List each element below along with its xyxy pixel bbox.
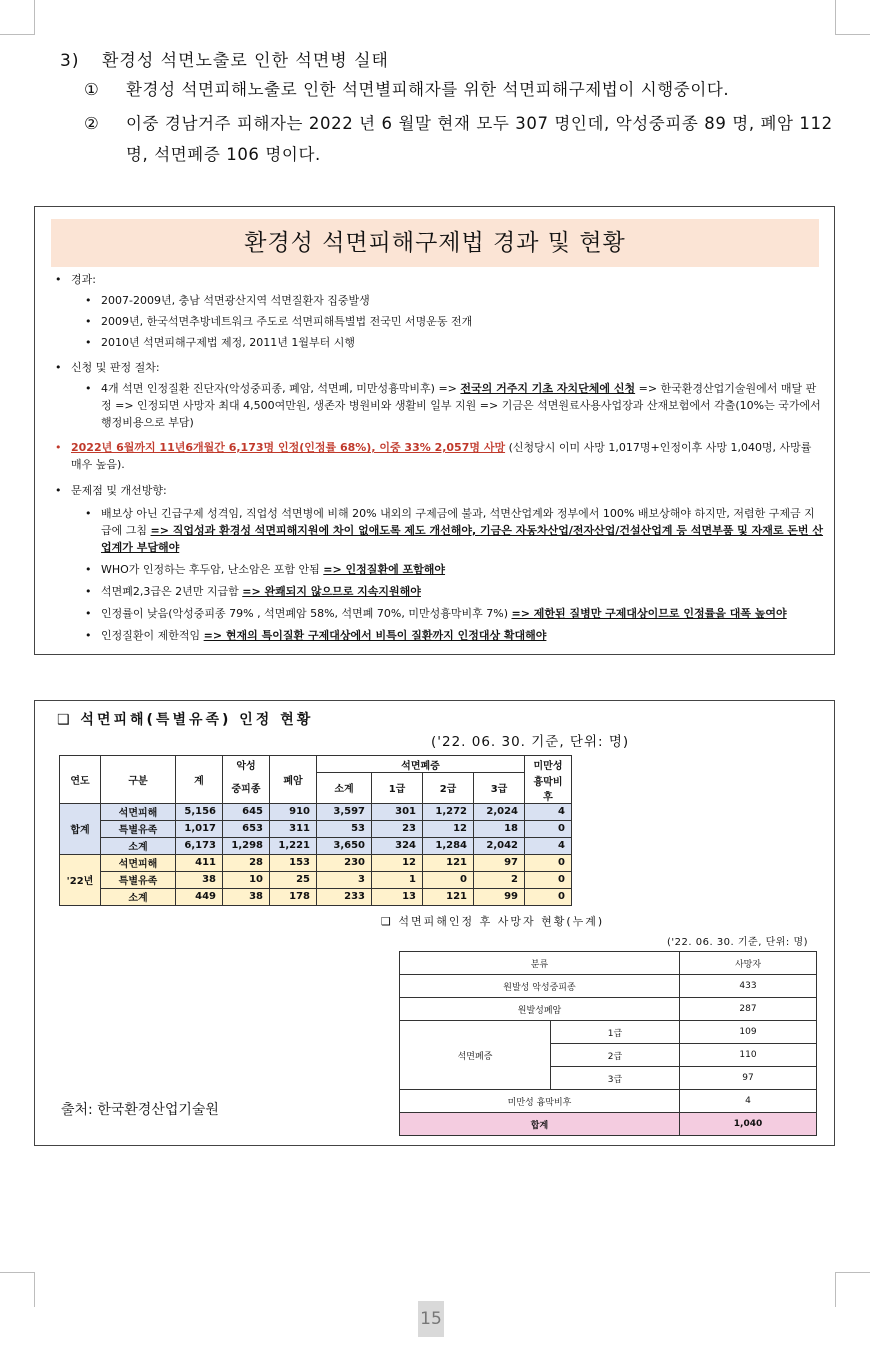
table-row bbox=[60, 803, 572, 820]
row-value: 13 bbox=[372, 888, 423, 905]
row-label: 석면피해 bbox=[101, 854, 176, 871]
issue-item bbox=[55, 505, 825, 556]
th-category: 구분 bbox=[101, 756, 176, 804]
table-row bbox=[60, 820, 572, 837]
row-value: 110 bbox=[680, 1044, 817, 1067]
row-value: 3 bbox=[317, 871, 372, 888]
th-grade1: 1급 bbox=[372, 773, 423, 804]
row-value: 653 bbox=[223, 820, 270, 837]
row-value: 121 bbox=[423, 854, 474, 871]
row-value: 38 bbox=[223, 888, 270, 905]
issue-item bbox=[55, 605, 825, 622]
row-value: 18 bbox=[474, 820, 525, 837]
issue-text: 인정률이 낮음(악성중피종 79% , 석면폐암 58%, 석면폐 70%, 미만성흉막비후 7%) bbox=[101, 607, 512, 620]
procedure-part: 4개 석면 인정질환 진단자(악성중피종, 폐암, 석면폐, 미만성흉막비후) => bbox=[101, 382, 461, 395]
table2-title: ❑ 석면피해인정 후 사망자 현황(누계) bbox=[381, 915, 605, 928]
issue-text: 인정질환이 제한적임 bbox=[101, 629, 204, 642]
history-item: • 2007-2009년, 충남 석면광산지역 석면질환자 집중발생 bbox=[55, 292, 825, 309]
th-deaths: 사망자 bbox=[680, 952, 817, 975]
procedure-emphasis: 전국의 거주지 기초 자치단체에 신청 bbox=[460, 382, 636, 395]
summary-box bbox=[34, 206, 835, 655]
th-subtotal: 소계 bbox=[317, 773, 372, 804]
crop-mark-bottom-right bbox=[835, 1272, 870, 1307]
table1-note: ('22. 06. 30. 기준, 단위: 명) bbox=[431, 734, 630, 750]
summary-title: 환경성 석면피해구제법 경과 및 현황 bbox=[51, 219, 819, 267]
row-value: 0 bbox=[525, 854, 572, 871]
th-grade3: 3급 bbox=[474, 773, 525, 804]
row-label: 석면피해 bbox=[101, 803, 176, 820]
row-label: 석면폐증 bbox=[400, 1021, 551, 1090]
th-asbestosis: 석면폐증 bbox=[317, 756, 525, 773]
issue-text: 배보상 아닌 긴급구제 성격임, 직업성 석면병에 비해 20% 내외의 구제금에 불과, 석면산업계와 정부에서 100% 배보상해야 하지만, 저렴한 구제금 지급에 그침 bbox=[101, 507, 815, 537]
th-meso-top: 악성 bbox=[223, 756, 270, 773]
deaths-table bbox=[399, 951, 817, 1136]
row-value: 12 bbox=[372, 854, 423, 871]
row-value: 109 bbox=[680, 1021, 817, 1044]
row-label: 소계 bbox=[101, 888, 176, 905]
item-mark: ① bbox=[84, 80, 100, 99]
row-value: 910 bbox=[270, 803, 317, 820]
table-row bbox=[60, 854, 572, 871]
row-value: 230 bbox=[317, 854, 372, 871]
row-value: 0 bbox=[525, 871, 572, 888]
section-item-2 bbox=[84, 108, 840, 170]
row-label: 소계 bbox=[101, 837, 176, 854]
row-value: 1 bbox=[372, 871, 423, 888]
issue-text: 석면폐2,3급은 2년만 지급함 bbox=[101, 585, 243, 598]
recognition-table bbox=[59, 755, 572, 906]
row-value: 53 bbox=[317, 820, 372, 837]
procedure-part: => 한국환경산업기술원에서 매달 판정 => 인정되면 사망자 최대 4,500여만원, 생존자 병원비와 생활비 일부 지원 => 기금은 석면원료사용사업장과 산재보험에서 각출(10%는 국가에서 행정비용으로 부담) bbox=[101, 382, 821, 429]
th-lung: 폐암 bbox=[270, 756, 317, 804]
item-text: 이중 경남거주 피해자는 2022 년 6 월말 현재 모두 307 명인데, 악성중피종 89 명, 폐암 112 명, 석면폐증 106 명이다. bbox=[126, 114, 833, 164]
row-value: 0 bbox=[525, 820, 572, 837]
row-value: 645 bbox=[223, 803, 270, 820]
row-value: 97 bbox=[680, 1067, 817, 1090]
row-sublabel: 2급 bbox=[551, 1044, 680, 1067]
row-value: 121 bbox=[423, 888, 474, 905]
row-label: 원발성폐암 bbox=[400, 998, 680, 1021]
row-value: 178 bbox=[270, 888, 317, 905]
row-value: 233 bbox=[317, 888, 372, 905]
table-row bbox=[60, 871, 572, 888]
table-row bbox=[60, 888, 572, 905]
row-value: 5,156 bbox=[176, 803, 223, 820]
history-item: • 2009년, 한국석면추방네트워크 주도로 석면피해특별법 전국민 서명운동 전개 bbox=[55, 313, 825, 330]
row-value: 1,017 bbox=[176, 820, 223, 837]
row-value: 10 bbox=[223, 871, 270, 888]
year-cell: '22년 bbox=[60, 854, 101, 905]
table-row-total bbox=[400, 1113, 817, 1136]
table-row bbox=[60, 837, 572, 854]
section-number: 3) bbox=[60, 51, 80, 71]
issue-action: => 인정질환에 포함해야 bbox=[323, 563, 446, 576]
item-mark: ② bbox=[84, 114, 100, 133]
row-value: 99 bbox=[474, 888, 525, 905]
table-row bbox=[400, 975, 817, 998]
th-class: 분류 bbox=[400, 952, 680, 975]
row-value: 4 bbox=[525, 803, 572, 820]
statistics-item bbox=[55, 439, 825, 473]
row-value: 4 bbox=[680, 1090, 817, 1113]
row-value: 1,298 bbox=[223, 837, 270, 854]
th-meso-bottom: 중피종 bbox=[223, 773, 270, 804]
row-label: 원발성 악성중피종 bbox=[400, 975, 680, 998]
th-total: 계 bbox=[176, 756, 223, 804]
issue-action: => 직업성과 환경성 석면피해지원에 차이 없애도록 제도 개선해야, 기금은 자동차산업/전자산업/건설산업계 등 석면부품 및 자재로 돈번 산업계가 부담해야 bbox=[101, 524, 824, 554]
th-pleural-top: 미만성 bbox=[525, 756, 572, 773]
th-grade2: 2급 bbox=[423, 773, 474, 804]
row-value: 1,040 bbox=[680, 1113, 817, 1136]
row-sublabel: 3급 bbox=[551, 1067, 680, 1090]
row-value: 38 bbox=[176, 871, 223, 888]
row-value: 0 bbox=[525, 888, 572, 905]
row-label: 특별유족 bbox=[101, 820, 176, 837]
crop-mark-bottom-left bbox=[0, 1272, 35, 1307]
row-value: 433 bbox=[680, 975, 817, 998]
row-label: 합계 bbox=[400, 1113, 680, 1136]
row-value: 1,221 bbox=[270, 837, 317, 854]
history-item: • 2010년 석면피해구제법 제정, 2011년 1월부터 시행 bbox=[55, 334, 825, 351]
history-block bbox=[55, 271, 825, 351]
row-value: 324 bbox=[372, 837, 423, 854]
issue-action: => 완쾌되지 않으므로 지속지원해야 bbox=[242, 585, 421, 598]
row-label: 미만성 흉막비후 bbox=[400, 1090, 680, 1113]
row-value: 4 bbox=[525, 837, 572, 854]
statistics-detail: (신청당시 이미 사망 1,017명+인정이후 사망 1,040명, 사망률 매우 높음). bbox=[71, 441, 812, 471]
row-value: 3,597 bbox=[317, 803, 372, 820]
table-row bbox=[400, 1090, 817, 1113]
statistics-highlight: 2022년 6월까지 11년6개월간 6,173명 인정(인정률 68%), 이중 33% 2,057명 사망 bbox=[71, 441, 506, 454]
tables-box bbox=[34, 700, 835, 1146]
row-value: 2 bbox=[474, 871, 525, 888]
row-value: 0 bbox=[423, 871, 474, 888]
th-year: 연도 bbox=[60, 756, 101, 804]
row-value: 287 bbox=[680, 998, 817, 1021]
row-value: 1,284 bbox=[423, 837, 474, 854]
row-value: 153 bbox=[270, 854, 317, 871]
year-cell: 합계 bbox=[60, 803, 101, 854]
row-value: 311 bbox=[270, 820, 317, 837]
row-value: 25 bbox=[270, 871, 317, 888]
procedure-block bbox=[55, 359, 825, 431]
table-row bbox=[400, 1021, 817, 1044]
row-value: 301 bbox=[372, 803, 423, 820]
row-value: 28 bbox=[223, 854, 270, 871]
issue-action: => 제한된 질병만 구제대상이므로 인정률을 대폭 높여야 bbox=[511, 607, 787, 620]
issue-text: WHO가 인정하는 후두암, 난소암은 포함 안됨 bbox=[101, 563, 324, 576]
row-sublabel: 1급 bbox=[551, 1021, 680, 1044]
row-value: 2,042 bbox=[474, 837, 525, 854]
table1-title: ❑ 석면피해(특별유족) 인정 현황 bbox=[57, 712, 314, 728]
issue-item bbox=[55, 627, 825, 644]
procedure-label: • 신청 및 판정 절차: bbox=[55, 359, 825, 376]
section-heading bbox=[60, 46, 389, 71]
row-value: 1,272 bbox=[423, 803, 474, 820]
procedure-text bbox=[55, 380, 825, 431]
row-value: 97 bbox=[474, 854, 525, 871]
crop-mark-top-left bbox=[0, 0, 35, 35]
page-number: 15 bbox=[418, 1301, 444, 1337]
table2-note: ('22. 06. 30. 기준, 단위: 명) bbox=[667, 937, 809, 948]
issues-block bbox=[55, 482, 825, 644]
th-pleural-bottom: 흉막비후 bbox=[525, 773, 572, 804]
row-value: 6,173 bbox=[176, 837, 223, 854]
row-value: 23 bbox=[372, 820, 423, 837]
source-note: 출처: 한국환경산업기술원 bbox=[61, 1102, 219, 1118]
item-text: 환경성 석면피해노출로 인한 석면별피해자를 위한 석면피해구제법이 시행중이다. bbox=[126, 80, 730, 99]
issues-label: • 문제점 및 개선방향: bbox=[55, 482, 825, 499]
statistics-block bbox=[55, 439, 825, 473]
issue-item bbox=[55, 561, 825, 578]
row-value: 3,650 bbox=[317, 837, 372, 854]
row-value: 12 bbox=[423, 820, 474, 837]
row-value: 449 bbox=[176, 888, 223, 905]
crop-mark-top-right bbox=[835, 0, 870, 35]
history-label: • 경과: bbox=[55, 271, 825, 288]
row-value: 411 bbox=[176, 854, 223, 871]
issue-action: => 현재의 특이질환 구제대상에서 비특이 질환까지 인정대상 확대해야 bbox=[203, 629, 547, 642]
issue-item bbox=[55, 583, 825, 600]
row-value: 2,024 bbox=[474, 803, 525, 820]
section-item-1 bbox=[84, 74, 840, 105]
row-label: 특별유족 bbox=[101, 871, 176, 888]
section-title: 환경성 석면노출로 인한 석면병 실태 bbox=[102, 51, 389, 71]
table-row bbox=[400, 998, 817, 1021]
